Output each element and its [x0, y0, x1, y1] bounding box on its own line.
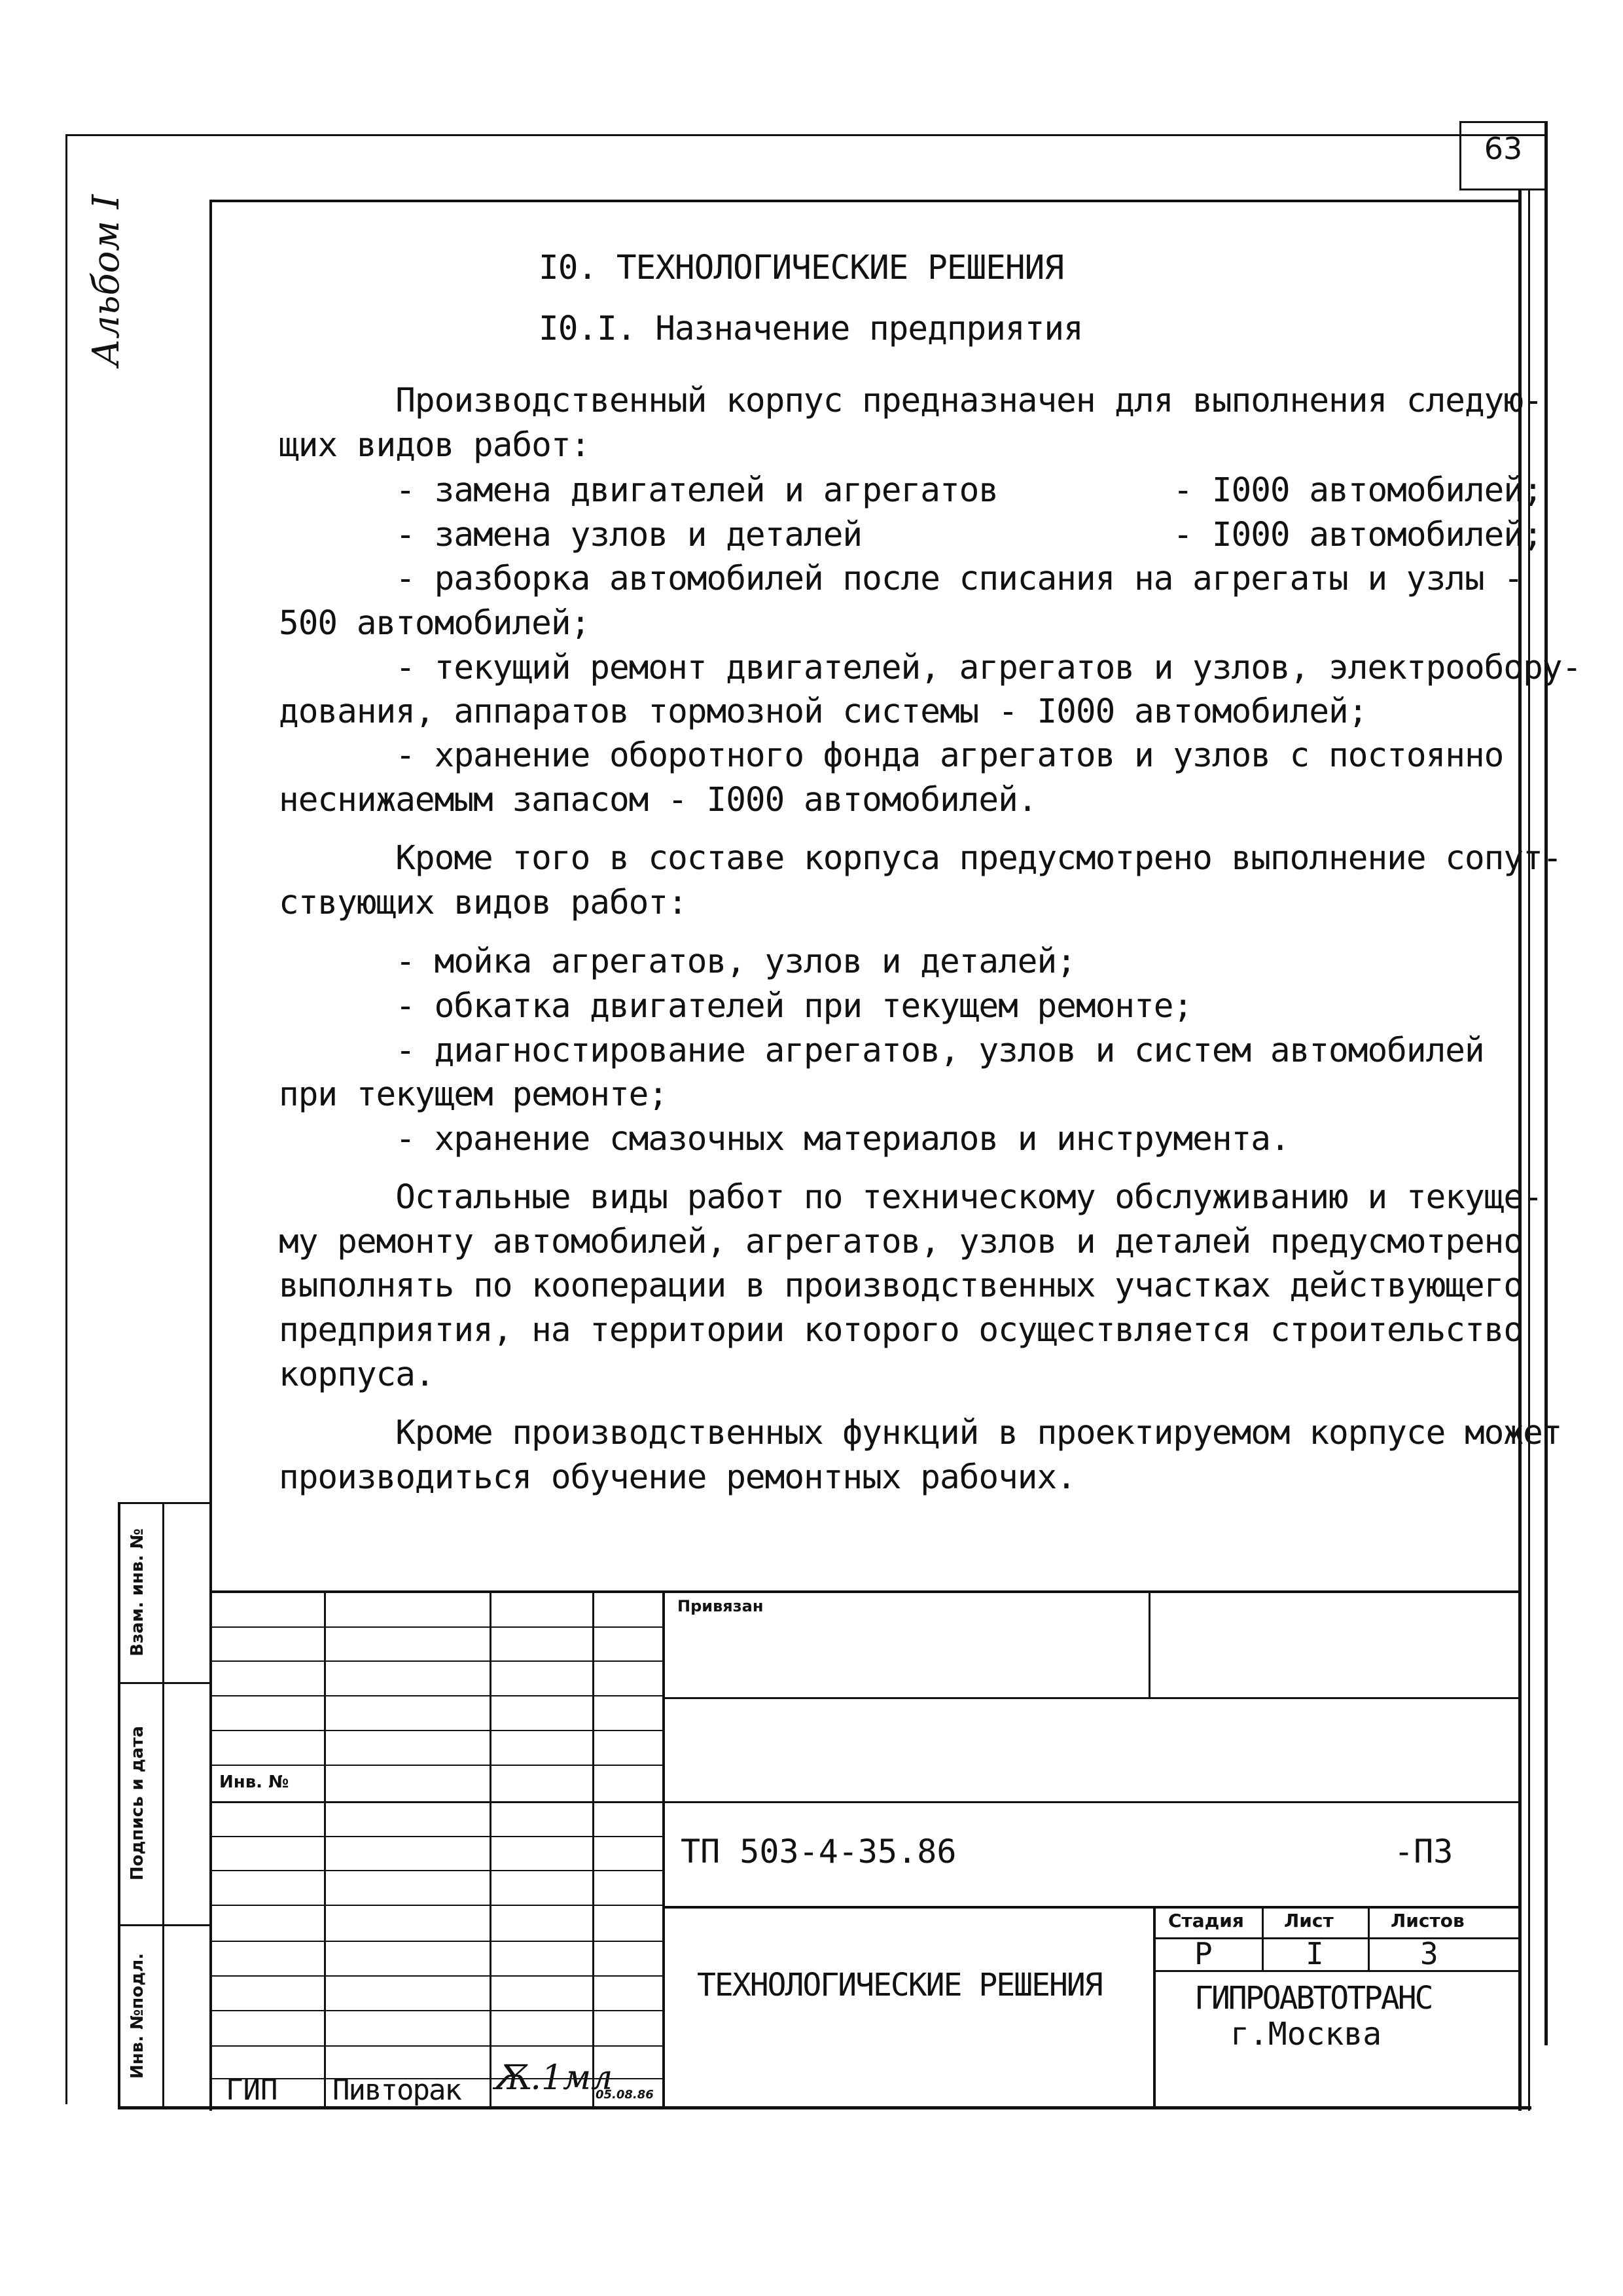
outer-frame-left — [65, 134, 67, 2104]
sheets-label: Листов — [1391, 1910, 1465, 1931]
body-line: производиться обучение ремонтных рабочих. — [279, 1458, 1076, 1497]
body-line: Кроме производственных функций в проектируемом корпусе может — [279, 1414, 1562, 1452]
body-line: му ремонту автомобилей, агрегатов, узлов и деталей предусмотрено — [279, 1223, 1524, 1261]
page-number-box-top — [1459, 121, 1548, 123]
tb-h6 — [209, 1801, 664, 1803]
tb-v2 — [490, 1590, 491, 2108]
tb-v1 — [324, 1590, 326, 2108]
body-line: выполнять по кооперации в производственных участках действующего — [279, 1266, 1524, 1305]
outer-frame-top — [65, 134, 1546, 136]
sheets-value: 3 — [1420, 1936, 1438, 1971]
section-heading: I0. ТЕХНОЛОГИЧЕСКИЕ РЕШЕНИЯ — [539, 249, 1064, 287]
doc-title: ТЕХНОЛОГИЧЕСКИЕ РЕШЕНИЯ — [697, 1967, 1102, 2003]
body-line: предприятия, на территории которого осуществляется строительство — [279, 1311, 1524, 1350]
tb-h3 — [209, 1695, 664, 1696]
side-stamp-divider — [162, 1502, 164, 2108]
body-line: - хранение оборотного фонда агрегатов и узлов с постоянно — [279, 736, 1504, 775]
tb-h1 — [209, 1626, 664, 1628]
tb-h9 — [209, 1905, 664, 1906]
tb-h12 — [209, 2010, 664, 2011]
body-line: - разборка автомобилей после списания на агрегаты и узлы - — [279, 560, 1524, 598]
side-stamp-sep1 — [118, 1682, 211, 1684]
gip-sign-date: 05.08.86 — [596, 2088, 654, 2102]
stage-label: Стадия — [1168, 1910, 1244, 1931]
tb-h11 — [209, 1975, 664, 1977]
org-city: г.Москва — [1230, 2016, 1382, 2053]
body-line: Кроме того в составе корпуса предусмотрено выполнение сопут- — [279, 839, 1562, 878]
vzam-label: Взам. инв. № — [128, 1528, 147, 1657]
body-line: - текущий ремонт двигателей, агрегатов и узлов, электрообору- — [279, 649, 1582, 687]
tb-stage-v2 — [1368, 1906, 1370, 1971]
body-line: - диагностирование агрегатов, узлов и систем автомобилей — [279, 1031, 1484, 1070]
tb-r-h3 — [662, 1906, 1522, 1909]
tb-stage-v1 — [1262, 1906, 1264, 1971]
body-line: неснижаемым запасом - I000 автомобилей. — [279, 781, 1037, 819]
album-note: Альбом I — [85, 194, 128, 367]
body-line: - хранение смазочных материалов и инструмента. — [279, 1120, 1290, 1158]
tb-h7 — [209, 1836, 664, 1837]
sheet-label: Лист — [1284, 1910, 1334, 1931]
tb-h10 — [209, 1941, 664, 1942]
body-line: дования, аппаратов тормозной системы - I000 автомобилей; — [279, 692, 1368, 731]
inner-frame-top — [209, 200, 1522, 202]
tb-h8 — [209, 1870, 664, 1871]
frame-bottom — [118, 2106, 1531, 2109]
doc-code: ТП 503-4-35.86 — [681, 1833, 957, 1871]
tb-r-h2 — [662, 1801, 1522, 1803]
page-number-box-bottom — [1459, 188, 1548, 190]
page-number: 63 — [1484, 131, 1523, 166]
body-line: 500 автомобилей; — [279, 604, 590, 643]
body-line: - замена двигателей и агрегатов - I000 автомобилей; — [279, 471, 1543, 510]
body-line: - замена узлов и деталей - I000 автомобилей; — [279, 516, 1543, 554]
body-line: - обкатка двигателей при текущем ремонте; — [279, 987, 1193, 1026]
tb-h2 — [209, 1660, 664, 1662]
body-line: Остальные виды работ по техническому обслуживанию и текуще- — [279, 1178, 1543, 1217]
gip-signature: Ѫ.1мл — [492, 2058, 613, 2098]
side-stamp-left — [118, 1502, 120, 2108]
tb-v4 — [662, 1590, 665, 2108]
tb-privyazan-divider — [1149, 1590, 1150, 1698]
body-line: при текущем ремонте; — [279, 1075, 668, 1114]
tb-h5 — [209, 1765, 664, 1766]
body-line: - мойка агрегатов, узлов и деталей; — [279, 942, 1076, 981]
tb-h13 — [209, 2045, 664, 2047]
sheet-value: I — [1306, 1936, 1324, 1971]
org-name: ГИПРОАВТОТРАНС — [1194, 1980, 1432, 2017]
side-stamp-sep2 — [118, 1924, 211, 1926]
body-line: щих видов работ: — [279, 426, 590, 465]
stage-value: Р — [1194, 1936, 1213, 1971]
privyazan-label: Привязан — [677, 1597, 764, 1615]
body-line: корпуса. — [279, 1355, 435, 1394]
gip-name: Пивторак — [332, 2073, 461, 2107]
section-subheading: I0.I. Назначение предприятия — [539, 310, 1083, 348]
tb-r-h1 — [662, 1697, 1522, 1699]
tb-stage-left — [1153, 1906, 1156, 2109]
inv-no-label: Инв. № — [219, 1772, 289, 1792]
gip-role: ГИП — [226, 2073, 278, 2107]
tb-h4 — [209, 1730, 664, 1731]
tb-v3 — [592, 1590, 594, 2108]
outer-frame-right — [1544, 121, 1548, 2045]
doc-suffix: -ПЗ — [1394, 1833, 1454, 1871]
body-line: Производственный корпус предназначен для выполнения следую- — [279, 382, 1543, 420]
body-line: ствующих видов работ: — [279, 884, 687, 922]
inner-frame-left — [209, 200, 212, 2111]
inv-podl-label: Инв. №подл. — [128, 1952, 147, 2079]
tb-top — [209, 1590, 1522, 1593]
podpis-label: Подпись и дата — [128, 1725, 147, 1881]
